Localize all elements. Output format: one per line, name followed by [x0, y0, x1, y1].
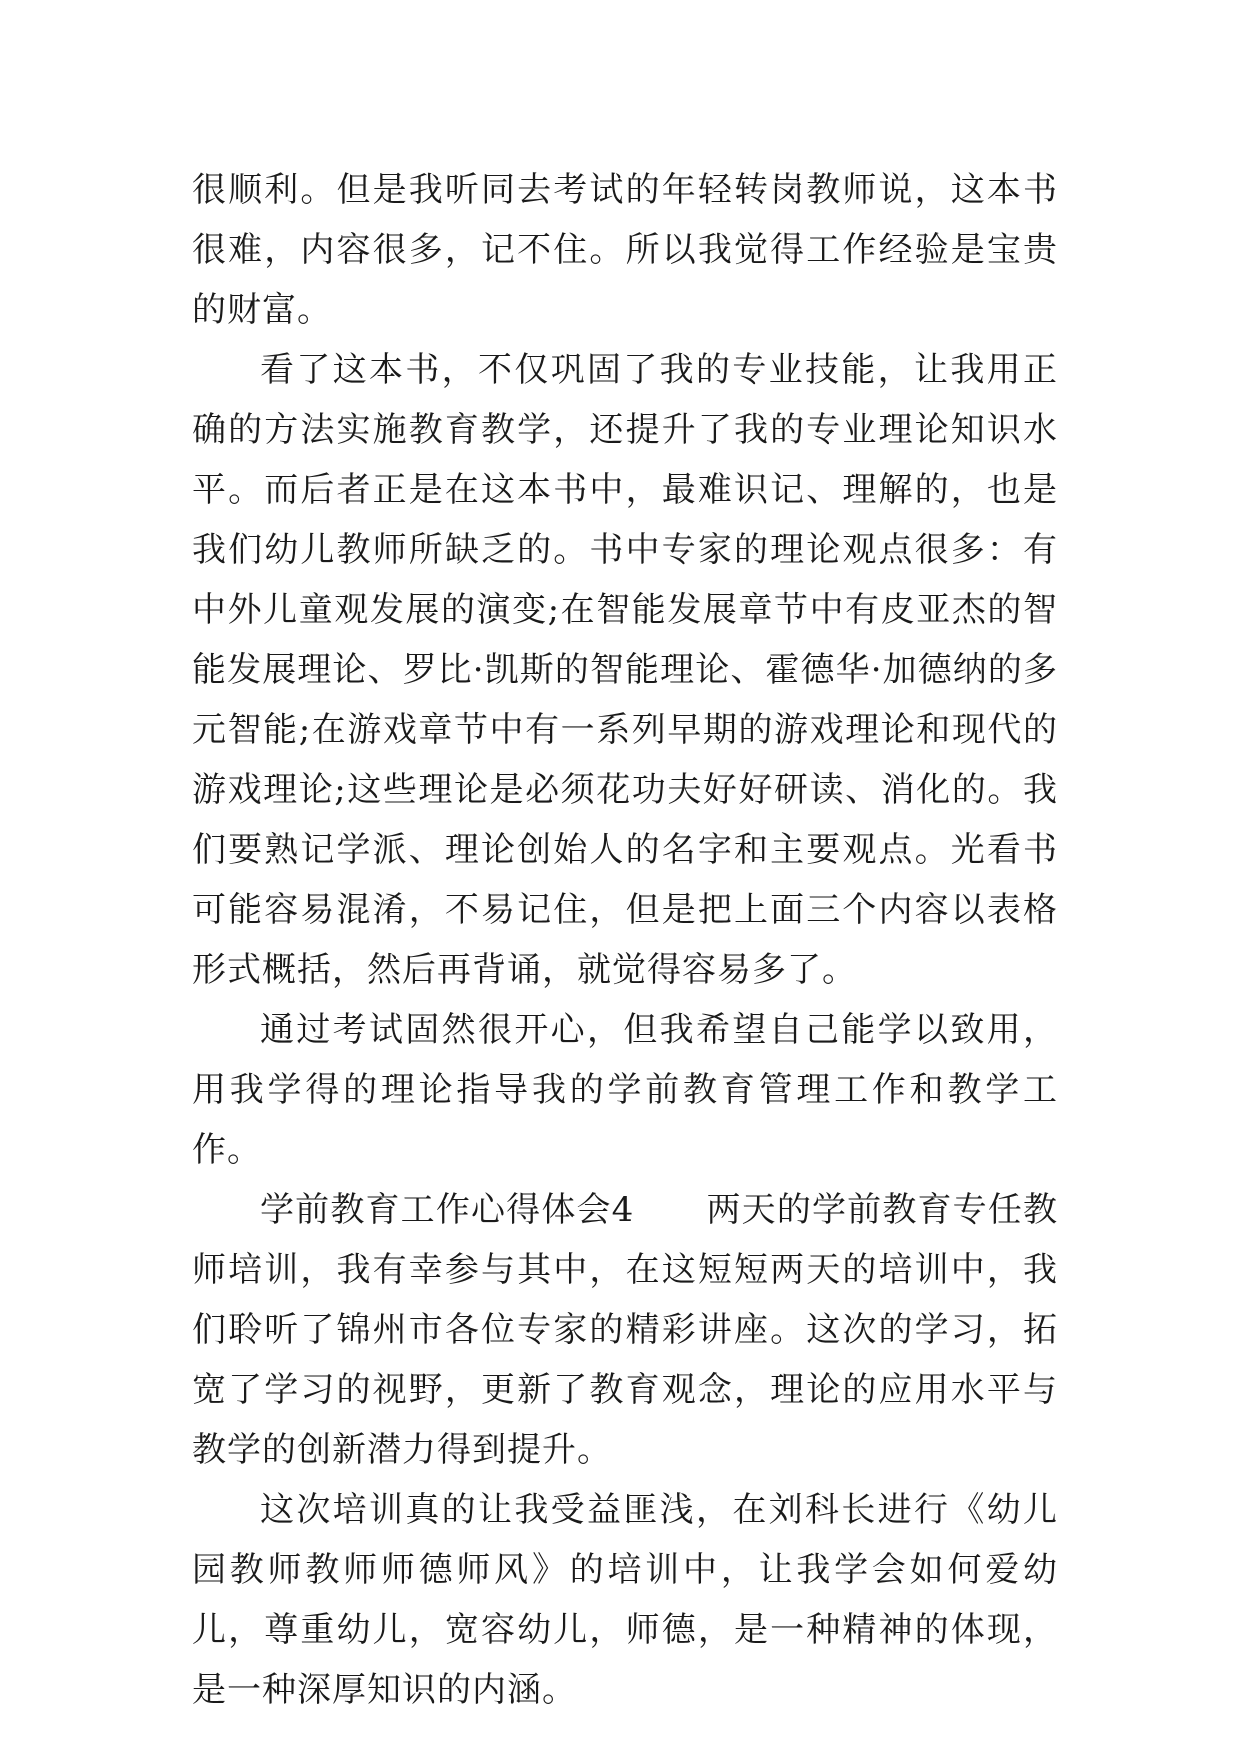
paragraph-3: 通过考试固然很开心，但我希望自己能学以致用，用我学得的理论指导我的学前教育管理工作和教学工作。 [192, 1010, 1058, 1170]
paragraph-5: 这次培训真的让我受益匪浅，在刘科长进行《幼儿园教师教师师德师风》的培训中，让我学会如何爱幼儿，尊重幼儿，宽容幼儿，师德，是一种精神的体现，是一种深厚知识的内涵。 [192, 1490, 1058, 1710]
document-body [192, 160, 1058, 1720]
section-heading: 学前教育工作心得体会4 [260, 1190, 635, 1230]
paragraph-2: 看了这本书，不仅巩固了我的专业技能，让我用正确的方法实施教育教学，还提升了我的专业理论知识水平。而后者正是在这本书中，最难识记、理解的，也是我们幼儿教师所缺乏的。书中专家的理论观点很多：有中外儿童观发展的演变;在智能发展章节中有皮亚杰的智能发展理论、罗比·凯斯的智能理论、霍德华·加德纳的多元智能;在游戏章节中有一系列早期的游戏理论和现代的游戏理论;这些理论是必须花功夫好好研读、消化的。我们要熟记学派、理论创始人的名字和主要观点。光看书可能容易混淆，不易记住，但是把上面三个内容以表格形式概括，然后再背诵，就觉得容易多了。 [192, 350, 1058, 990]
paragraph-1: 很顺利。但是我听同去考试的年轻转岗教师说，这本书很难，内容很多，记不住。所以我觉得工作经验是宝贵的财富。 [192, 170, 1058, 330]
paragraph-4 [192, 1180, 1058, 1480]
paragraph-4-text: 两天的学前教育专任教师培训，我有幸参与其中，在这短短两天的培训中，我们聆听了锦州市各位专家的精彩讲座。这次的学习，拓宽了学习的视野，更新了教育观念，理论的应用水平与教学的创新潜力得到提升。 [192, 1190, 1058, 1470]
